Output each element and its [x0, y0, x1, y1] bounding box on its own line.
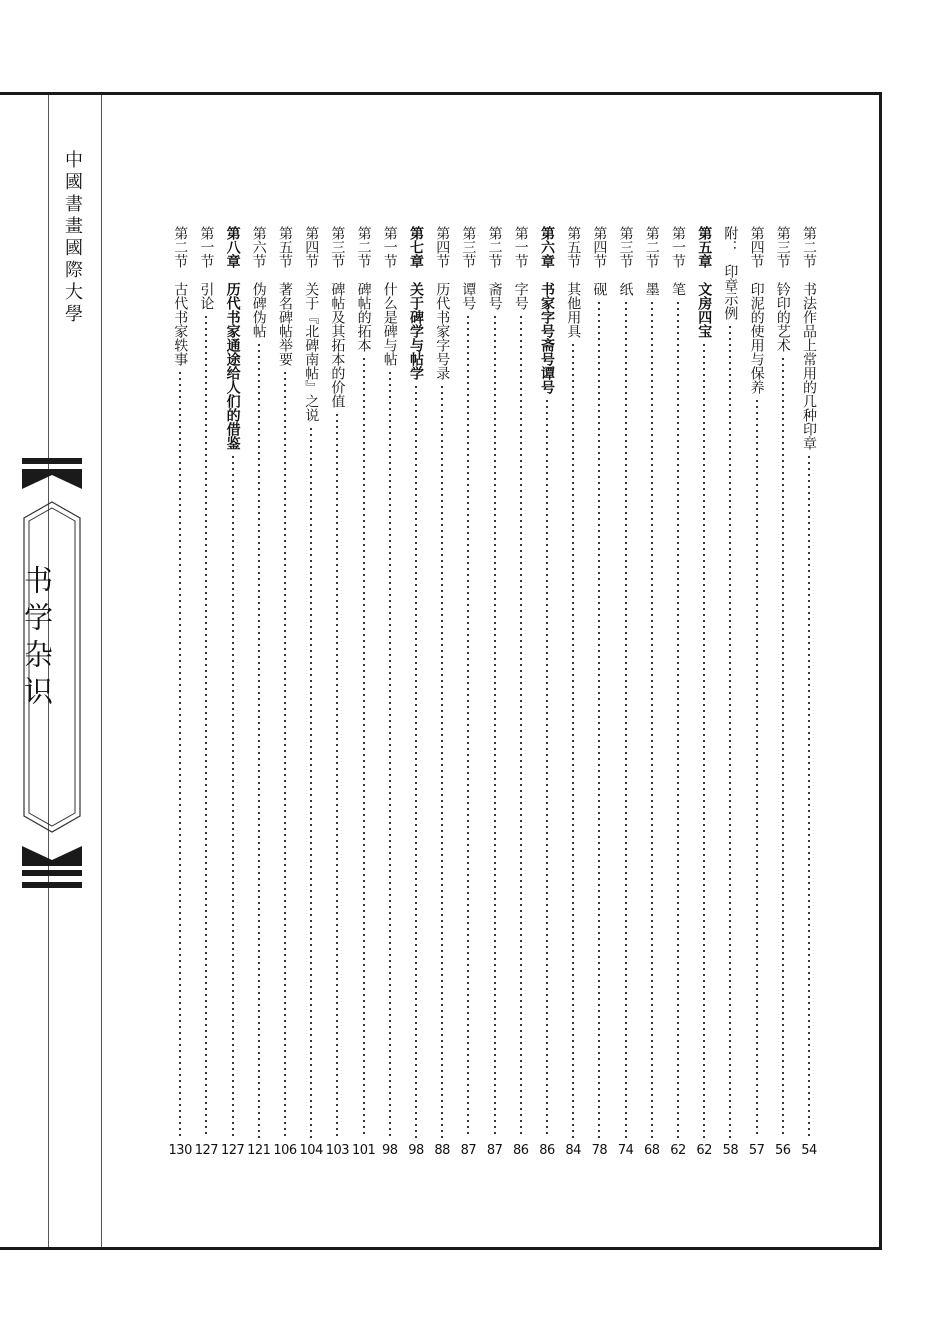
toc-title: 砚	[591, 282, 608, 296]
dot-leader	[258, 342, 260, 1138]
toc-title: 著名碑帖举要	[277, 282, 293, 366]
page-number: 127	[194, 1143, 219, 1158]
toc-title: 关于碑学与帖学	[408, 282, 424, 380]
dot-leader	[729, 324, 731, 1138]
toc-title: 历代书家通途给人们的借鉴	[224, 282, 241, 450]
toc-title: 钤印的艺术	[774, 282, 791, 352]
toc-label: 第一节	[670, 226, 686, 268]
toc-label: 第三节	[617, 226, 634, 268]
toc-heading	[170, 226, 190, 366]
page-number: 58	[722, 1143, 739, 1158]
toc-label: 第二节	[355, 226, 372, 268]
toc-title: 谭号	[460, 282, 477, 310]
dot-leader	[703, 342, 705, 1138]
toc-label: 第六节	[250, 226, 267, 268]
page-number: 56	[775, 1143, 791, 1158]
ornament-chevron-bottom	[22, 840, 82, 866]
toc-heading	[196, 226, 216, 310]
toc-label: 第三节	[329, 226, 346, 268]
toc-entry	[746, 226, 768, 1158]
toc-entry	[326, 226, 348, 1158]
page-number: 74	[617, 1143, 634, 1158]
dot-leader	[808, 454, 810, 1138]
dot-leader	[782, 356, 784, 1138]
dot-leader	[336, 412, 338, 1138]
page-number: 78	[591, 1143, 608, 1158]
toc-label: 第五节	[277, 226, 293, 268]
page-number: 87	[460, 1143, 477, 1158]
toc-title: 其他用具	[565, 282, 582, 338]
toc-heading	[485, 226, 505, 310]
toc-title: 书家字号斋号谭号	[539, 282, 555, 394]
toc-heading	[511, 226, 531, 310]
toc-title: 字号	[512, 282, 529, 310]
toc-label: 第二节	[643, 226, 660, 268]
toc-entry	[510, 226, 532, 1158]
dot-leader	[232, 454, 234, 1138]
toc-heading	[694, 226, 714, 338]
toc-entry	[562, 226, 584, 1158]
toc-label: 第六章	[539, 226, 555, 268]
dot-leader	[415, 384, 417, 1138]
page-number: 86	[539, 1143, 555, 1158]
page-number: 62	[670, 1143, 686, 1158]
toc-label: 附：	[722, 226, 739, 254]
toc-heading	[799, 226, 819, 450]
toc-label: 第四节	[591, 226, 608, 268]
ornament-chevron-top	[22, 469, 82, 495]
toc-title: 关于『北碑南帖』之说	[303, 282, 320, 422]
dot-leader	[441, 384, 443, 1138]
book-title: 书学杂识	[20, 565, 54, 713]
page-number: 87	[486, 1143, 503, 1158]
toc-title: 纸	[617, 282, 634, 296]
toc-heading	[275, 226, 295, 366]
toc-heading	[354, 226, 374, 352]
toc-chapter	[405, 226, 427, 1158]
toc-heading	[458, 226, 478, 310]
toc-title: 印泥的使用与保养	[748, 282, 765, 394]
page-number: 106	[273, 1143, 297, 1158]
toc-entry	[719, 226, 741, 1158]
toc-label: 第三节	[460, 226, 477, 268]
page-number: 121	[247, 1143, 271, 1158]
dot-leader	[572, 342, 574, 1138]
page-number: 54	[801, 1143, 817, 1158]
dot-leader	[179, 370, 181, 1138]
toc-heading	[773, 226, 793, 352]
dot-leader	[310, 426, 312, 1138]
toc-chapter	[693, 226, 715, 1158]
toc-entry	[457, 226, 479, 1158]
page-number: 84	[565, 1143, 581, 1158]
toc-label: 第八章	[224, 226, 241, 268]
page-number: 104	[299, 1143, 323, 1158]
toc-heading	[642, 226, 662, 296]
dot-leader	[284, 370, 286, 1138]
page-number: 57	[748, 1143, 765, 1158]
toc-title: 墨	[643, 282, 660, 296]
dot-leader	[389, 370, 391, 1138]
toc-title: 印章示例	[722, 264, 739, 320]
toc-label: 第一节	[512, 226, 529, 268]
page-number: 62	[696, 1143, 712, 1158]
page-number: 86	[513, 1143, 529, 1158]
toc-title: 碑帖的拓本	[355, 282, 372, 352]
toc-label: 第五章	[696, 226, 713, 268]
dot-leader	[677, 300, 679, 1138]
toc-label: 第二节	[801, 226, 817, 268]
toc-entry	[667, 226, 689, 1158]
toc-title: 文房四宝	[696, 282, 713, 338]
toc-entry	[248, 226, 270, 1158]
page-number: 101	[351, 1143, 376, 1158]
toc-label: 第五节	[565, 226, 582, 268]
toc-heading	[668, 226, 688, 296]
series-title: 中國書畫國際大學	[62, 150, 83, 326]
toc-heading	[223, 226, 243, 450]
toc-title: 什么是碑与帖	[381, 282, 398, 366]
dot-leader	[625, 300, 627, 1138]
toc-entry	[588, 226, 610, 1158]
toc-heading	[249, 226, 269, 338]
dot-leader	[467, 314, 469, 1138]
toc-heading	[327, 226, 347, 408]
toc-label: 第四节	[748, 226, 765, 268]
toc-heading	[537, 226, 557, 394]
toc-heading	[406, 226, 426, 380]
dot-leader	[651, 300, 653, 1138]
page-number: 68	[644, 1143, 660, 1158]
toc-title: 碑帖及其拓本的价值	[329, 282, 346, 408]
toc-heading	[563, 226, 583, 338]
toc-title: 书法作品上常用的几种印章	[801, 282, 817, 450]
toc-entry	[798, 226, 820, 1158]
toc-title: 伪碑伪帖	[250, 282, 267, 338]
toc-entry	[484, 226, 506, 1158]
page-number: 127	[220, 1143, 245, 1158]
toc-label: 第一节	[198, 226, 215, 268]
page-number: 98	[382, 1143, 398, 1158]
page-number: 130	[168, 1143, 192, 1158]
ornament-band-top	[22, 458, 82, 464]
toc-entry	[195, 226, 217, 1158]
ornament-band-bottom-2	[22, 882, 82, 888]
toc-label: 第四节	[434, 226, 451, 268]
dot-leader	[756, 398, 758, 1138]
page-number: 103	[325, 1143, 350, 1158]
dot-leader	[520, 314, 522, 1138]
toc-heading	[720, 226, 740, 320]
toc-title: 笔	[670, 282, 686, 296]
toc-label: 第一节	[381, 226, 398, 268]
dot-leader	[546, 398, 548, 1138]
toc-title: 斋号	[486, 282, 503, 310]
toc-heading	[616, 226, 636, 296]
toc-entry	[274, 226, 296, 1158]
dot-leader	[598, 300, 600, 1138]
toc-chapter	[536, 226, 558, 1158]
toc-entry	[641, 226, 663, 1158]
toc-chapter	[222, 226, 244, 1158]
toc-title: 引论	[198, 282, 215, 310]
page-number: 88	[434, 1143, 450, 1158]
toc-entry	[615, 226, 637, 1158]
toc-entry	[169, 226, 191, 1158]
toc-heading	[432, 226, 452, 380]
toc-heading	[380, 226, 400, 366]
toc-label: 第三节	[774, 226, 791, 268]
toc-entry	[379, 226, 401, 1158]
toc-label: 第二节	[172, 226, 189, 268]
toc-title: 历代书家字号录	[434, 282, 451, 380]
dot-leader	[363, 356, 365, 1138]
dot-leader	[494, 314, 496, 1138]
toc-entry	[431, 226, 453, 1158]
toc-entry	[772, 226, 794, 1158]
toc-heading	[301, 226, 321, 422]
page-number: 98	[408, 1143, 424, 1158]
toc-label: 第四节	[303, 226, 320, 268]
dot-leader	[205, 314, 207, 1138]
spine-rule-right	[101, 95, 102, 1247]
table-of-contents	[138, 226, 818, 1158]
toc-entry	[353, 226, 375, 1158]
toc-heading	[747, 226, 767, 394]
ornament-band-bottom-1	[22, 870, 82, 876]
toc-heading	[589, 226, 609, 296]
toc-label: 第七章	[408, 226, 424, 268]
toc-entry	[300, 226, 322, 1158]
toc-title: 古代书家轶事	[172, 282, 189, 366]
toc-label: 第二节	[486, 226, 503, 268]
